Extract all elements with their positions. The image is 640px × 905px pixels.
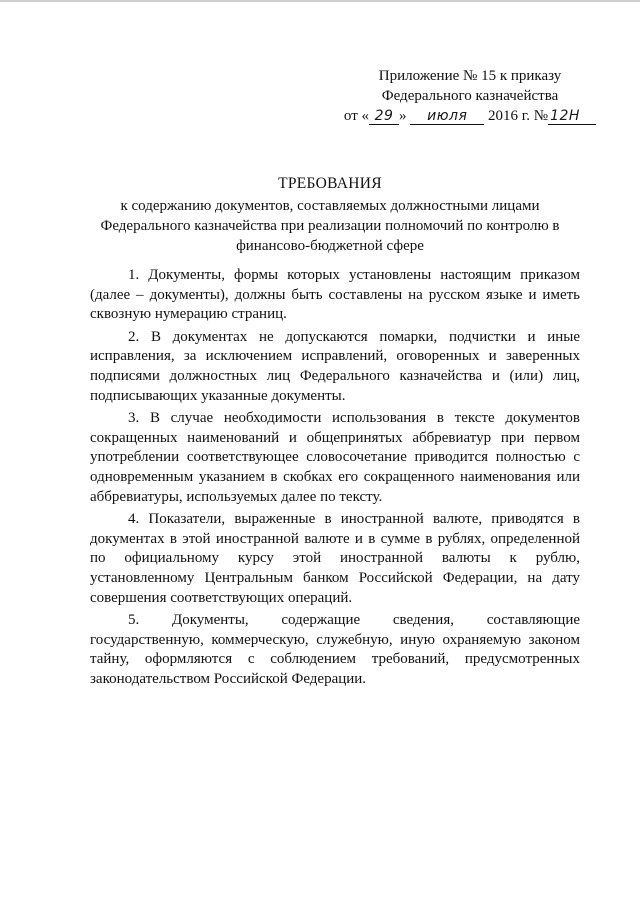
page-top-edge xyxy=(0,0,640,2)
requirement-paragraph-2: 2. В документах не допускаются помарки, подчистки и иные исправления, за исключением исправлений, оговоренных и заверенных подписями должностных лиц Федерального казначейства и (или) лиц, подписывающих указанные документы. xyxy=(90,328,580,404)
requirement-paragraph-4: 4. Показатели, выраженные в иностранной валюте, приводятся в документах в этой иностранной валюте и в сумме в рублях, определенной по официальному курсу этой иностранной валюты к рублю, установленному Центральным банком Российской Федерации, на дату совершения соответствующих операций. xyxy=(90,511,580,606)
requirements-body xyxy=(90,266,580,692)
requirement-paragraph-5: 5. Документы, содержащие сведения, составляющие государственную, коммерческую, служебную, иную охраняемую законом тайну, оформляются с соблюдением требований, предусмотренных законодательством Российской Федерации. xyxy=(90,612,580,687)
date-prefix: от « xyxy=(343,108,370,124)
date-mid: » xyxy=(399,108,407,124)
appendix-header xyxy=(340,66,600,126)
appendix-line-2: Федерального казначейства xyxy=(381,88,559,104)
date-day-handwritten: 29 xyxy=(369,108,399,125)
requirement-paragraph-3: 3. В случае необходимости использования в тексте документов сокращенных наименований и общепринятых аббревиатур при первом употреблении соответствующее словосочетание приводится полностью с одновременным указанием в скобках его сокращенного наименования или аббревиатуры, используемых далее по тексту. xyxy=(90,410,580,505)
date-month-handwritten: июля xyxy=(410,108,484,125)
document-title-block xyxy=(80,174,580,256)
order-number-handwritten: 12Н xyxy=(548,108,596,125)
date-year: 2016 г. № xyxy=(488,108,549,124)
order-date-line xyxy=(340,106,600,126)
document-subtitle: к содержанию документов, составляемых должностными лицами Федерального казначейства при реализации полномочий по контролю в финансово-бюджетной сфере xyxy=(100,198,560,254)
requirement-paragraph-1: 1. Документы, формы которых установлены настоящим приказом (далее – документы), должны быть составлены на русском языке и иметь сквозную нумерацию страниц. xyxy=(90,267,580,323)
document-title: ТРЕБОВАНИЯ xyxy=(278,175,382,192)
appendix-line-1: Приложение № 15 к приказу xyxy=(378,68,562,84)
